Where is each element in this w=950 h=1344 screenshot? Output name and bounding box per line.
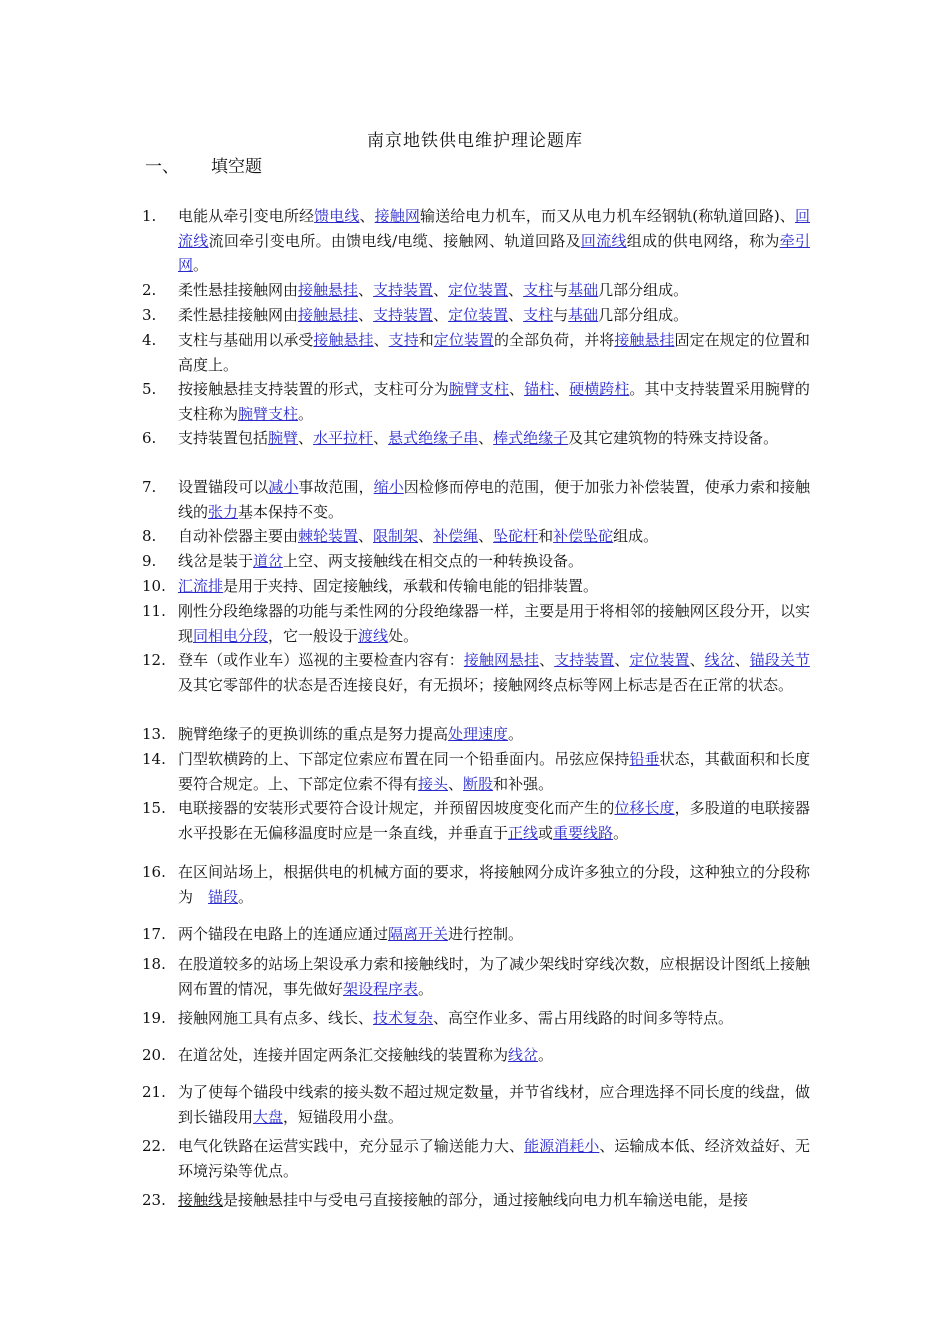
question-text-segment: 或 <box>538 823 554 842</box>
question-text-segment: 、 <box>433 281 449 299</box>
question-number: 22. <box>142 1137 166 1155</box>
question-text-segment: 。其中支持装置采用腕臂的支柱称为 <box>178 380 810 423</box>
question-text-segment: 是接触悬挂中与受电弓直接接触的部分，通过接触线向电力机车输送电能，是接 <box>223 1191 749 1209</box>
question-text-segment: 。 <box>508 725 524 743</box>
answer-link[interactable]: 接触悬挂 <box>298 306 359 324</box>
question-number: 21. <box>142 1083 166 1101</box>
answer-link[interactable]: 减小 <box>268 478 299 496</box>
answer-link[interactable]: 补偿坠砣 <box>553 527 614 545</box>
question-text <box>178 747 810 796</box>
question-text-segment: 。 <box>418 979 434 998</box>
question-text-segment: 柔性悬挂接触网由 <box>178 306 299 324</box>
question-text-segment: 、运输成本低、经济效益好、无环境污染等优点。 <box>178 1137 810 1180</box>
answer-link[interactable]: 接触网悬挂 <box>463 651 540 669</box>
question-text-segment: 、 <box>358 527 374 545</box>
answer-link[interactable]: 线岔 <box>704 651 735 669</box>
question-text <box>178 1080 810 1129</box>
answer-link[interactable]: 支持装置 <box>554 651 615 669</box>
answer-link[interactable]: 棘轮装置 <box>298 527 359 545</box>
question-text-segment: 固定在规定的位置和高度上。 <box>178 331 810 374</box>
question-text-segment: 、 <box>508 281 524 299</box>
question-number: 7. <box>142 478 157 496</box>
answer-link[interactable]: 正线 <box>508 823 539 842</box>
question-text-segment: 基本保持不变。 <box>238 502 344 521</box>
answer-link[interactable]: 支柱 <box>523 281 554 299</box>
question-text-segment: 因检修而停电的范围，便于加张力补偿装置，使承力索和接触线的 <box>178 478 810 521</box>
question-text-segment: 、 <box>358 306 374 324</box>
answer-link[interactable]: 隔离开关 <box>388 925 449 943</box>
answer-link[interactable]: 接触悬挂 <box>313 331 374 349</box>
question-text-segment: 在股道较多的站场上架设承力索和接触线时，为了减少架线时穿线次数，应根据设计图纸上接触网布置的情况，事先做好 <box>178 955 810 998</box>
question-text-segment: 在道岔处，连接并固定两条汇交接触线的装置称为 <box>178 1046 509 1064</box>
question-text-segment: 几部分组成。 <box>598 306 689 324</box>
answer-link[interactable]: 汇流排 <box>178 577 224 595</box>
question-text-segment: 、 <box>539 651 555 669</box>
question-text-segment: 电联接器的安装形式要符合设计规定，并预留因坡度变化而产生的 <box>178 799 615 817</box>
question-text-segment: 、 <box>373 331 389 349</box>
answer-link[interactable]: 位移长度 <box>614 799 675 817</box>
answer-link[interactable]: 张力 <box>208 502 239 521</box>
answer-link[interactable]: 基础 <box>568 306 599 324</box>
question-text-segment: 、 <box>373 429 389 447</box>
question-text-segment: 的全部负荷，并将 <box>493 331 615 349</box>
answer-link[interactable]: 腕臂 <box>268 429 299 447</box>
answer-link[interactable]: 道岔 <box>253 552 284 570</box>
answer-link[interactable]: 能源消耗小 <box>524 1137 600 1155</box>
question-number: 3. <box>142 306 157 324</box>
answer-link[interactable]: 处理速度 <box>448 725 509 743</box>
question-text-segment: 两个锚段在电路上的连通应通过 <box>178 925 389 943</box>
question-text <box>178 1006 810 1031</box>
answer-link[interactable]: 重要线路 <box>553 823 614 842</box>
question-text-segment: 设置锚段可以 <box>178 478 269 496</box>
question-text-segment: 流回牵引变电所。由馈电线/电缆、接触网、轨道回路及 <box>208 231 581 250</box>
answer-link[interactable]: 硬横跨柱 <box>569 380 630 398</box>
question-number: 13. <box>142 725 166 743</box>
answer-link[interactable]: 架设程序表 <box>343 979 419 998</box>
question-text <box>178 426 810 451</box>
question-text-segment: 。 <box>193 256 209 274</box>
question-text-segment: 支持装置包括 <box>178 429 269 447</box>
question-number: 8. <box>142 527 157 545</box>
question-number: 1. <box>142 207 157 225</box>
answer-link[interactable]: 限制架 <box>373 527 419 545</box>
question-text-segment: 输送给电力机车，而又从电力机车经钢轨(称轨道回路)、 <box>420 207 795 225</box>
answer-link[interactable]: 断股 <box>463 774 494 793</box>
question-text <box>178 648 810 697</box>
question-text-segment: 为了使每个锚段中线索的接头数不超过规定数量，并节省线材，应合理选择不同长度的线盘，做到长锚段用 <box>178 1083 810 1126</box>
question-text-segment: 、 <box>508 306 524 324</box>
section-heading <box>145 152 262 177</box>
answer-link[interactable]: 支柱 <box>523 306 554 324</box>
question-text-segment: 与 <box>553 306 569 324</box>
question-text <box>178 1043 810 1068</box>
question-text-segment: 、 <box>734 651 750 669</box>
question-text-segment: 按接触悬挂支持装置的形式，支柱可分为 <box>178 380 449 398</box>
question-text-segment: 几部分组成。 <box>598 281 689 299</box>
answer-underlined: 接触线 <box>178 1191 224 1209</box>
answer-link[interactable]: 技术复杂 <box>373 1009 434 1027</box>
answer-link[interactable]: 定位装置 <box>448 306 509 324</box>
question-text <box>178 377 810 426</box>
question-number: 12. <box>142 651 166 669</box>
answer-link[interactable]: 棒式绝缘子 <box>493 429 569 447</box>
question-text <box>178 722 810 747</box>
question-number: 19. <box>142 1009 166 1027</box>
question-text-segment: 和 <box>538 527 554 545</box>
question-number: 17. <box>142 925 166 943</box>
answer-link[interactable]: 锚段 <box>208 887 239 906</box>
question-text <box>178 204 810 278</box>
question-text-segment: 及其它零部件的状态是否连接良好，有无损坏；接触网终点标等网上标志是否在正常的状态。 <box>178 675 794 694</box>
question-text-segment: 、 <box>448 774 464 793</box>
question-text-segment: 组成的供电网络，称为 <box>626 231 780 250</box>
question-text-segment: 、 <box>298 429 314 447</box>
answer-link[interactable]: 缩小 <box>373 478 404 496</box>
question-text-segment: 。 <box>613 823 629 842</box>
question-text-segment: 柔性悬挂接触网由 <box>178 281 299 299</box>
question-text-segment: 。 <box>538 1046 554 1064</box>
question-text-segment: 、 <box>478 527 494 545</box>
answer-link[interactable]: 接触网 <box>374 207 420 225</box>
question-text-segment: 电气化铁路在运营实践中，充分显示了输送能力大、 <box>178 1137 525 1155</box>
answer-link[interactable]: 线岔 <box>508 1046 539 1064</box>
question-text-segment: ，它一般设于 <box>268 626 359 645</box>
answer-link[interactable]: 支持 <box>388 331 419 349</box>
question-text-segment: 是用于夹持、固定接触线，承载和传输电能的铝排装置。 <box>223 577 599 595</box>
question-text-segment: 和补强。 <box>493 774 554 793</box>
question-number: 20. <box>142 1046 166 1064</box>
question-text-segment: ，短锚段用小盘。 <box>283 1107 404 1126</box>
question-number: 4. <box>142 331 157 349</box>
answer-link[interactable]: 渡线 <box>358 626 389 645</box>
answer-link[interactable]: 大盘 <box>253 1107 284 1126</box>
question-number: 5. <box>142 380 157 398</box>
question-text-segment: 自动补偿器主要由 <box>178 527 299 545</box>
answer-link[interactable]: 定位装置 <box>448 281 509 299</box>
question-number: 14. <box>142 750 166 768</box>
answer-link[interactable]: 锚段关节 <box>749 651 810 669</box>
question-text-segment: 组成。 <box>613 527 659 545</box>
question-text <box>178 860 810 909</box>
question-text <box>178 475 810 524</box>
question-text <box>178 524 810 549</box>
answer-link[interactable]: 水平拉杆 <box>313 429 374 447</box>
question-text-segment: 支柱与基础用以承受 <box>178 331 314 349</box>
question-text <box>178 1134 810 1183</box>
answer-link[interactable]: 补偿绳 <box>433 527 479 545</box>
question-text-segment: 、 <box>509 380 525 398</box>
question-text-segment: 、高空作业多、需占用线路的时间多等特点。 <box>433 1009 734 1027</box>
answer-link[interactable]: 腕臂支柱 <box>448 380 510 398</box>
question-text <box>178 796 810 845</box>
question-text-segment: 事故范围， <box>298 478 374 496</box>
question-text-segment: 、 <box>689 651 705 669</box>
question-text <box>178 328 810 377</box>
document-title: 南京地铁供电维护理论题库 <box>367 131 583 151</box>
answer-link[interactable]: 支持装置 <box>373 306 434 324</box>
question-text-segment: 登车（或作业车）巡视的主要检查内容有： <box>178 651 464 669</box>
answer-link[interactable]: 铅垂 <box>629 750 660 768</box>
answer-link[interactable]: 回流线 <box>580 231 627 250</box>
question-text-segment: 电能从牵引变电所经 <box>178 207 315 225</box>
question-text <box>178 922 810 947</box>
question-text <box>178 952 810 1001</box>
question-text-segment: 与 <box>553 281 569 299</box>
question-number: 11. <box>142 602 166 620</box>
question-text-segment: 接触网施工具有点多、线长、 <box>178 1009 374 1027</box>
question-number: 16. <box>142 863 166 881</box>
question-text-segment: 线岔是装于 <box>178 552 254 570</box>
answer-link[interactable]: 定位装置 <box>629 651 690 669</box>
section-label: 填空题 <box>211 157 262 177</box>
question-text-segment: 状态，其截面积和长度要符合规定。上、下部定位索不得有 <box>178 750 810 793</box>
question-text-segment: 、 <box>478 429 494 447</box>
question-text-segment: 。 <box>298 404 314 423</box>
question-text <box>178 599 810 648</box>
answer-link[interactable]: 回流线 <box>178 207 810 250</box>
question-text-segment: 、 <box>614 651 630 669</box>
question-text <box>178 549 810 574</box>
question-text <box>178 574 810 599</box>
question-number: 10. <box>142 577 166 595</box>
question-number: 2. <box>142 281 157 299</box>
question-text-segment: 、 <box>359 207 375 225</box>
question-number: 18. <box>142 955 166 973</box>
answer-link[interactable]: 同相电分段 <box>193 626 269 645</box>
question-number: 9. <box>142 552 157 570</box>
answer-link[interactable]: 支持装置 <box>373 281 434 299</box>
answer-link[interactable]: 坠砣杆 <box>493 527 539 545</box>
question-number: 6. <box>142 429 157 447</box>
question-text <box>178 303 810 328</box>
question-text-segment: 、 <box>554 380 570 398</box>
answer-link[interactable]: 接触悬挂 <box>614 331 675 349</box>
question-text-segment: ，多股道的电联接器水平投影在无偏移温度时应是一条直线，并垂直于 <box>178 799 810 842</box>
answer-link[interactable]: 腕臂支柱 <box>238 404 299 423</box>
section-number: 一、 <box>145 157 179 177</box>
answer-link[interactable]: 悬式绝缘子串 <box>388 429 479 447</box>
answer-link[interactable]: 接头 <box>418 774 449 793</box>
answer-link[interactable]: 馈电线 <box>314 207 360 225</box>
question-text-segment: 。 <box>238 887 254 906</box>
question-text-segment: 在区间站场上，根据供电的机械方面的要求，将接触网分成许多独立的分段，这种独立的分段称为 <box>178 863 810 906</box>
answer-link[interactable]: 定位装置 <box>433 331 494 349</box>
question-text-segment: 及其它建筑物的特殊支持设备。 <box>568 429 779 447</box>
question-text-segment: 门型软横跨的上、下部定位索应布置在同一个铅垂面内。吊弦应保持 <box>178 750 630 768</box>
question-text-segment: 刚性分段绝缘器的功能与柔性网的分段绝缘器一样，主要是用于将相邻的接触网区段分开，以实现 <box>178 602 810 645</box>
question-text-segment: 腕臂绝缘子的更换训练的重点是努力提高 <box>178 725 449 743</box>
question-text-segment: 、 <box>433 306 449 324</box>
question-text <box>178 1188 810 1213</box>
answer-link[interactable]: 基础 <box>568 281 599 299</box>
question-number: 23. <box>142 1191 166 1209</box>
answer-link[interactable]: 接触悬挂 <box>298 281 359 299</box>
question-text <box>178 278 810 303</box>
answer-link[interactable]: 牵引网 <box>178 231 810 274</box>
question-text-segment: 、 <box>358 281 374 299</box>
question-text-segment: 进行控制。 <box>448 925 524 943</box>
question-text-segment: 处。 <box>388 626 419 645</box>
question-text-segment: 上空、两支接触线在相交点的一种转换设备。 <box>283 552 584 570</box>
question-text-segment: 、 <box>418 527 434 545</box>
question-text-segment: 和 <box>418 331 434 349</box>
question-number: 15. <box>142 799 166 817</box>
answer-link[interactable]: 锚柱 <box>524 380 555 398</box>
